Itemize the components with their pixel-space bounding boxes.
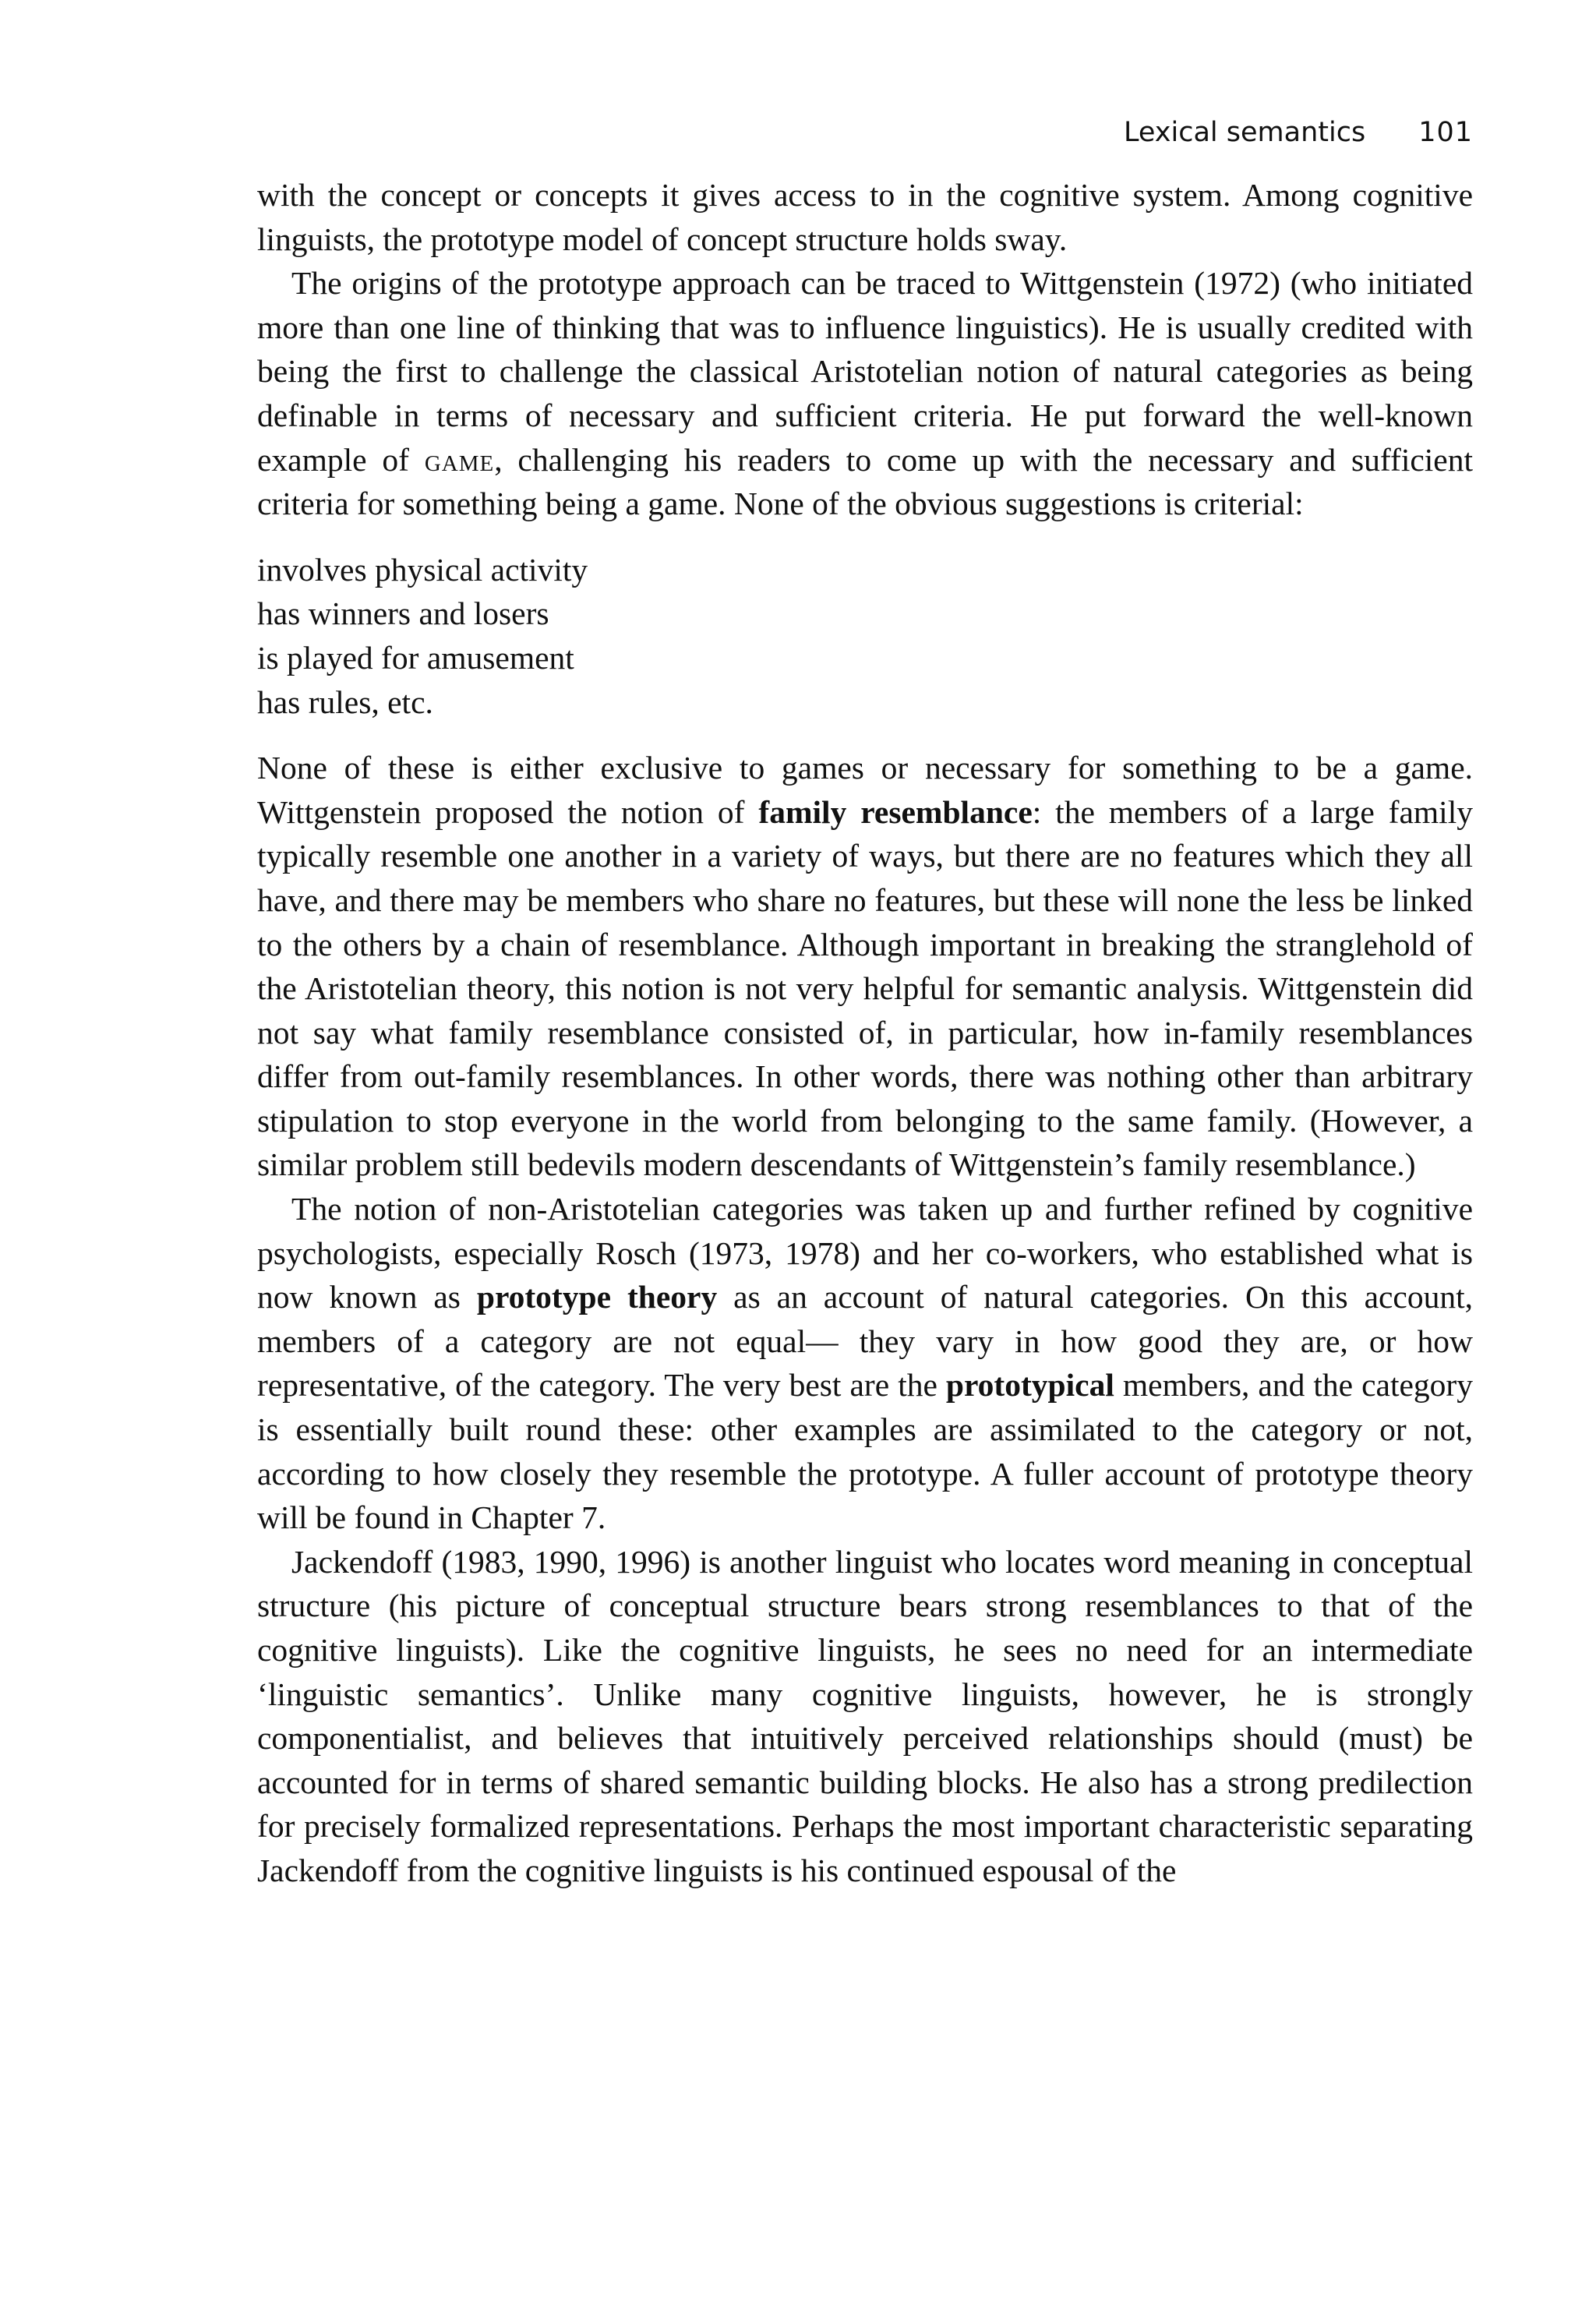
bold-term-prototype-theory: prototype theory bbox=[476, 1279, 718, 1315]
paragraph-prototype-theory bbox=[257, 1187, 1473, 1540]
paragraph-text: with the concept or concepts it gives access to in the cognitive system. Among cognitive linguists, the prototype model of concept structure holds sway. bbox=[257, 177, 1473, 257]
small-caps-term-game: game bbox=[424, 441, 495, 478]
bold-term-family-resemblance: family resemblance bbox=[758, 793, 1033, 830]
list-item: is played for amusement bbox=[257, 639, 574, 676]
paragraph-continuation bbox=[257, 173, 1473, 261]
paragraph-text: as an account of natural categories. On this account, members of a category are not equal— they vary in how good they are, or how representative, of the category. The very best are the bbox=[257, 1279, 1473, 1404]
list-item: has rules, etc. bbox=[257, 683, 433, 720]
paragraph-text: The origins of the prototype approach can be traced to Wittgenstein (1972) (who initiated more than one line of thinking that was to influence linguistics). He is usually credited with being the first to challenge the classical Aristotelian notion of natural categories as being definable in terms of necessary and sufficient criteria. He put forward the well-known example of bbox=[257, 265, 1473, 478]
book-page bbox=[257, 117, 1473, 1893]
paragraph-text: : the members of a large family typically resemble one another in a variety of ways, but there are no features which they all have, and there may be members who share no features, but these will none the less be linked to the others by a chain of resemblance. Although important in breaking the stranglehold of the Aristotelian theory, this notion is not very helpful for semantic analysis. Wittgenstein did not say what family resemblance consisted of, in particular, how in-family resemblances differ from out-family resemblances. In other words, there was nothing other than arbitrary stipulation to stop everyone in the world from belonging to the same family. (However, a similar problem still bedevils modern descendants of Wittgenstein’s family resemblance.) bbox=[257, 793, 1473, 1183]
running-title: Lexical semantics bbox=[1123, 117, 1366, 148]
running-head bbox=[257, 117, 1473, 164]
paragraph-text: Jackendoff (1983, 1990, 1996) is another linguist who locates word meaning in conceptual structure (his picture of conceptual structure bears strong resemblances to that of the cognitive linguists). Like the cognitive linguists, he sees no need for an intermediate ‘linguistic semantics’. Unlike many cognitive linguists, however, he is strongly componentialist, and believes that intuitively perceived relationships should (must) be accounted for in terms of shared semantic building blocks. He also has a strong predilection for precisely formalized representations. Perhaps the most important characteristic separating Jackendoff from the cognitive linguists is his continued espousal of the bbox=[257, 1543, 1473, 1888]
body-text bbox=[257, 173, 1473, 1893]
paragraph-text: None of these is either exclusive to games or necessary for something to be a game. Wittgenstein proposed the notion of bbox=[257, 750, 1473, 830]
list-item: has winners and losers bbox=[257, 595, 549, 632]
paragraph-text: members, and the category is essentially built round these: other examples are assimilated to the category or not, according to how closely they resemble the prototype. A fuller account of prototype theory will be found in Chapter 7. bbox=[257, 1367, 1473, 1536]
list-item: involves physical activity bbox=[257, 551, 588, 588]
paragraph-jackendoff bbox=[257, 1540, 1473, 1893]
page-number: 101 bbox=[1418, 117, 1473, 148]
paragraph-text: The notion of non-Aristotelian categories was taken up and further refined by cognitive psychologists, especially Rosch (1973, 1978) and her co-workers, who established what is now known as bbox=[257, 1191, 1473, 1315]
paragraph-wittgenstein-origins bbox=[257, 261, 1473, 526]
paragraph-family-resemblance bbox=[257, 746, 1473, 1187]
paragraph-text: , challenging his readers to come up with the necessary and sufficient criteria for something being a game. None of the obvious suggestions is criterial: bbox=[257, 441, 1473, 522]
bold-term-prototypical: prototypical bbox=[945, 1367, 1114, 1404]
game-criteria-list bbox=[257, 548, 1473, 724]
